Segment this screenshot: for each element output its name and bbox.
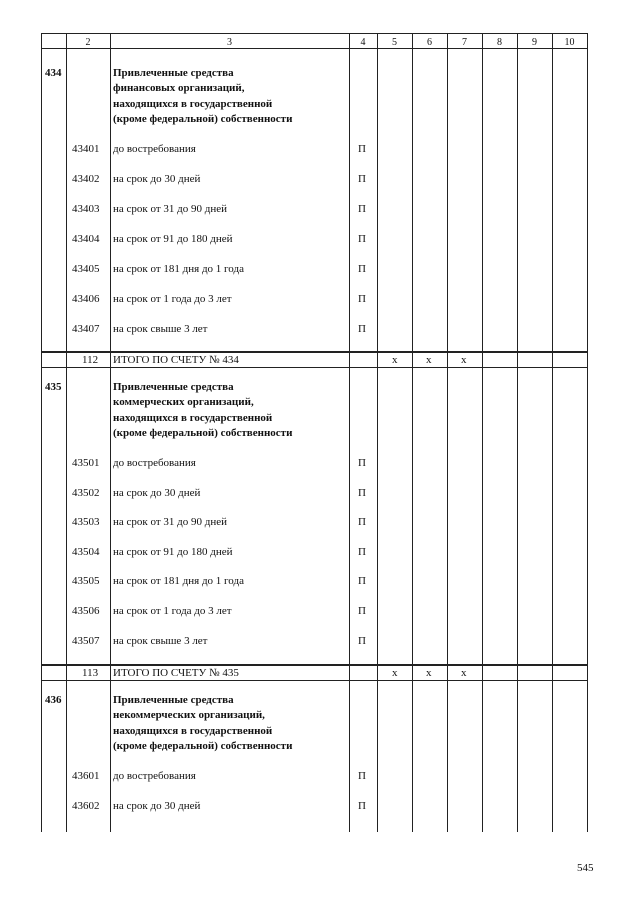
account-number: 436 [45,694,62,706]
row-type: П [358,323,366,335]
row-type: П [358,143,366,155]
row-rule [41,680,587,681]
total-mark: x [426,667,432,679]
row-type: П [358,293,366,305]
header-cell-7: 7 [462,37,467,48]
row-rule [41,33,587,34]
row-label: на срок до 30 дней [113,486,201,499]
row-label: на срок от 181 дня до 1 года [113,575,244,588]
column-rule [41,33,42,832]
total-number: 112 [82,354,99,366]
row-label: на срок от 1 года до 3 лет [113,293,232,305]
column-rule [552,33,553,832]
account-title-line: Привлеченные средства [113,381,234,393]
header-cell-6: 6 [427,37,432,48]
header-cell-8: 8 [497,37,502,48]
row-code: 43504 [72,545,100,558]
row-type: П [358,233,366,245]
column-rule [377,33,378,832]
row-type: П [358,634,366,647]
account-number: 435 [45,381,62,393]
row-code: 43507 [72,634,100,647]
account-title-line: находящихся в государственной [113,97,273,110]
row-label: на срок от 91 до 180 дней [113,233,233,245]
account-title-line: (кроме федеральной) собственности [113,112,293,125]
account-title-line: коммерческих организаций, [113,396,254,409]
column-rule [482,33,483,832]
account-number: 434 [45,67,62,79]
row-code: 43505 [72,575,100,588]
column-rule [349,33,350,832]
row-code: 43401 [72,143,100,155]
row-type: П [358,800,366,812]
row-type: П [358,263,366,275]
column-rule [110,33,111,832]
row-label: на срок от 181 дня до 1 года [113,263,244,275]
row-code: 43601 [72,770,100,782]
row-code: 43406 [72,293,100,305]
row-rule [41,367,587,368]
row-type: П [358,173,366,185]
account-title-line: некоммерческих организаций, [113,709,265,722]
row-code: 43405 [72,263,100,275]
column-rule [66,33,67,832]
row-label: до востребования [113,770,196,782]
account-title-line: находящихся в государственной [113,411,273,424]
total-mark: x [426,354,432,366]
row-code: 43502 [72,486,100,499]
row-code: 43407 [72,323,100,335]
row-type: П [358,457,366,469]
row-label: на срок до 30 дней [113,173,201,185]
row-type: П [358,203,366,215]
header-cell-5: 5 [392,37,397,48]
total-mark: x [461,354,467,366]
row-type: П [358,486,366,499]
account-title-line: Привлеченные средства [113,694,234,706]
total-mark: x [392,667,398,679]
row-code: 43501 [72,457,100,469]
total-number: 113 [82,667,99,679]
account-title-line: (кроме федеральной) собственности [113,426,293,439]
row-type: П [358,545,366,558]
row-label: на срок от 31 до 90 дней [113,203,228,215]
account-title-line: Привлеченные средства [113,67,234,79]
header-cell-9: 9 [532,37,537,48]
row-label: на срок от 1 года до 3 лет [113,605,232,617]
total-mark: x [461,667,467,679]
column-rule [517,33,518,832]
row-type: П [358,605,366,617]
header-cell-3: 3 [227,37,232,48]
total-label: ИТОГО ПО СЧЕТУ № 434 [113,354,239,366]
column-rule [587,33,588,832]
header-cell-4: 4 [360,37,366,48]
total-label: ИТОГО ПО СЧЕТУ № 435 [113,667,239,679]
row-label: на срок от 91 до 180 дней [113,545,233,558]
row-code: 43503 [72,516,100,529]
total-mark: x [392,354,398,366]
column-rule [447,33,448,832]
account-title-line: (кроме федеральной) собственности [113,739,293,752]
row-label: на срок свыше 3 лет [113,634,208,647]
account-title-line: находящихся в государственной [113,724,273,737]
row-label: на срок до 30 дней [113,800,201,812]
row-type: П [358,575,366,588]
page-number: 545 [577,862,594,874]
row-label: на срок от 31 до 90 дней [113,516,228,529]
row-label: на срок свыше 3 лет [113,323,208,335]
row-type: П [358,516,366,529]
row-code: 43602 [72,800,100,812]
header-cell-2: 2 [85,37,91,48]
row-type: П [358,770,366,782]
row-code: 43506 [72,605,100,617]
row-code: 43402 [72,173,100,185]
row-label: до востребования [113,457,196,469]
row-label: до востребования [113,143,196,155]
header-cell-10: 10 [564,37,575,48]
row-code: 43404 [72,233,100,245]
row-code: 43403 [72,203,100,215]
account-title-line: финансовых организаций, [113,82,245,95]
column-rule [412,33,413,832]
